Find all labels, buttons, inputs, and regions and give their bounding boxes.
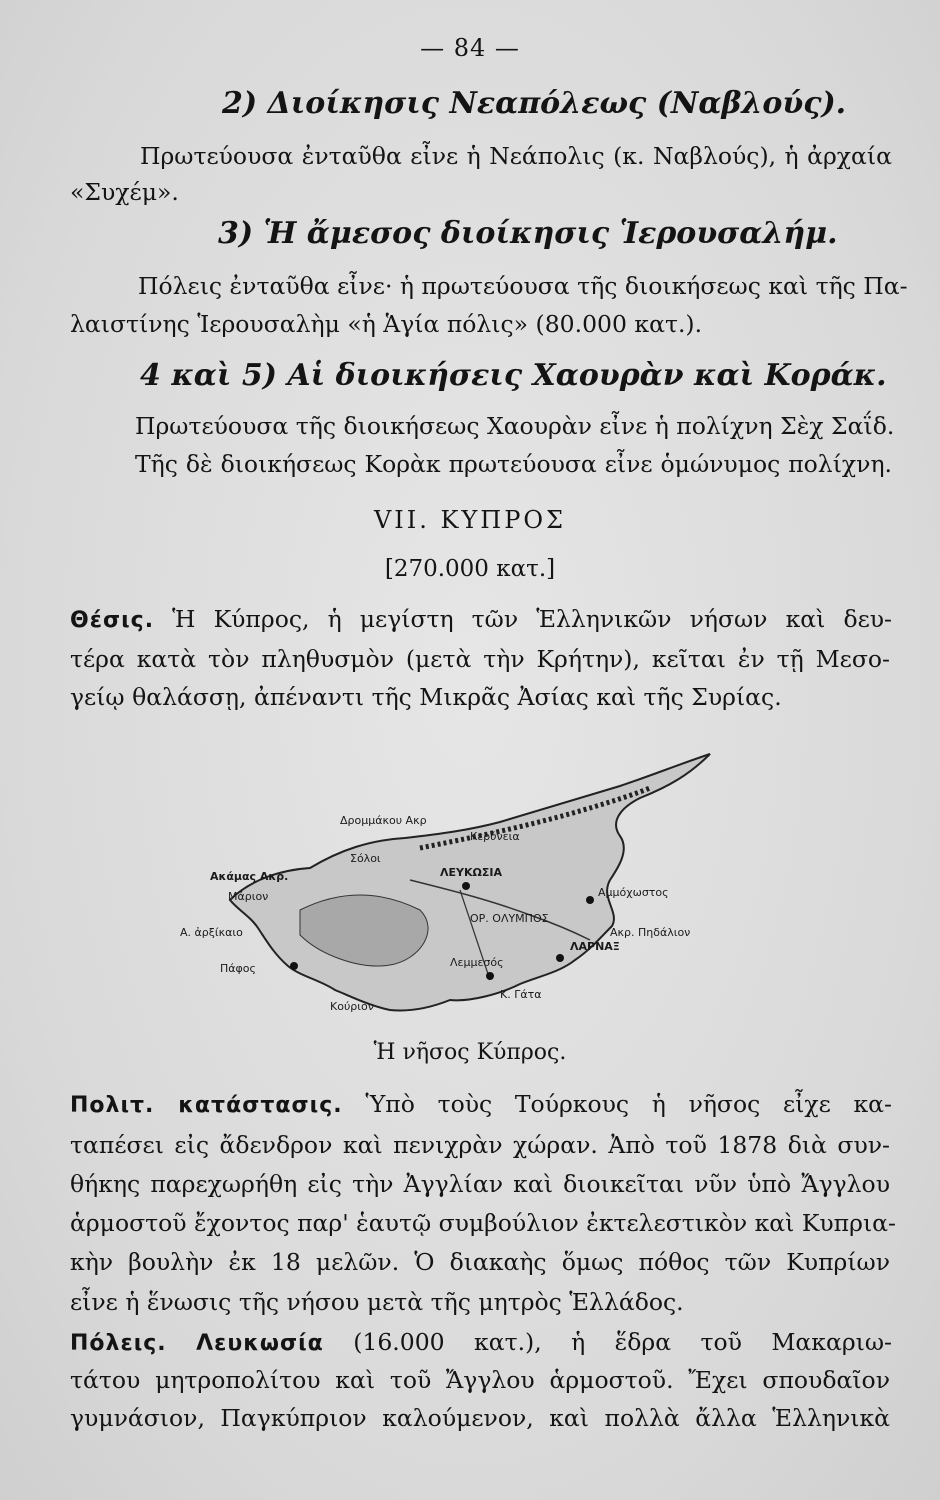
paragraph-line: τέρα κατὰ τὸν πληθυσμὸν (μετὰ τὴν Κρήτην), κεῖται ἐν τῇ Μεσο- — [70, 645, 890, 673]
map-label: Α. ἀρξίκαιο — [180, 926, 243, 939]
position-paragraph-first-line — [70, 605, 892, 633]
map-label: Ακάμας Ακρ. — [210, 870, 289, 883]
map-caption: Ἡ νῆσος Κύπρος. — [373, 1040, 567, 1065]
map-label: Ακρ. Πηδάλιον — [610, 926, 691, 939]
page-number: — 84 — — [420, 34, 520, 62]
city-dot — [486, 972, 494, 980]
chapter-title: VII. ΚΥΠΡΟΣ — [373, 506, 567, 534]
cities-paragraph-first-line — [70, 1328, 892, 1356]
paragraph-text: Ὑπὸ τοὺς Τούρκους ἡ νῆσος εἶχε κα- — [365, 1090, 892, 1118]
cyprus-map — [170, 740, 810, 1030]
map-label: ΛΕΥΚΩΣΙΑ — [440, 866, 502, 879]
paragraph-line: λαιστίνης Ἱερουσαλὴμ «ἡ Ἁγία πόλις» (80.000 κατ.). — [70, 310, 703, 338]
map-label: Λεμμεσός — [450, 956, 504, 969]
heading-jerusalem: 3) Ἡ ἄμεσος διοίκησις Ἱερουσαλήμ. — [218, 216, 838, 251]
lead-term-cities: Πόλεις. — [70, 1331, 167, 1356]
paragraph-line: τάτου μητροπολίτου καὶ τοῦ Ἄγγλου ἁρμοστοῦ. Ἔχει σπουδαῖον — [70, 1366, 890, 1394]
paragraph-line: «Συχέμ». — [70, 178, 179, 206]
city-dot — [462, 882, 470, 890]
paragraph-line: Πρωτεύουσα τῆς διοικήσεως Χαουρὰν εἶνε ἡ πολίχνη Σὲχ Σαΐδ. — [135, 412, 895, 440]
paragraph-line: Τῆς δὲ διοικήσεως Κορὰκ πρωτεύουσα εἶνε ὁμώνυμος πολίχνη. — [135, 450, 892, 478]
map-label: Αμμόχωστος — [598, 886, 669, 899]
map-label: Μάριον — [228, 890, 269, 903]
city-dot — [586, 896, 594, 904]
chapter-population: [270.000 κατ.] — [384, 556, 556, 582]
city-dot — [556, 954, 564, 962]
map-label: Κερύνεια — [470, 830, 520, 843]
paragraph-line: κὴν βουλὴν ἐκ 18 μελῶν. Ὁ διακαὴς ὅμως πόθος τῶν Κυπρίων — [70, 1248, 890, 1276]
paragraph-text: Ἡ Κύπρος, ἡ μεγίστη τῶν Ἑλληνικῶν νήσων καὶ δευ- — [172, 605, 892, 633]
paragraph-line: ταπέσει εἰς ἄδενδρον καὶ πενιχρὰν χώραν. Ἀπὸ τοῦ 1878 διὰ συν- — [70, 1131, 890, 1159]
heading-hauran-korak: 4 καὶ 5) Αἱ διοικήσεις Χαουρὰν καὶ Κοράκ. — [140, 358, 887, 393]
paragraph-line: γυμνάσιον, Παγκύπριον καλούμενον, καὶ πολλὰ ἄλλα Ἑλληνικὰ — [70, 1404, 890, 1432]
heading-nablus: 2) Διοίκησις Νεαπόλεως (Ναβλούς). — [222, 86, 847, 121]
map-label: Κούριον — [330, 1000, 374, 1013]
paragraph-line: εἶνε ἡ ἕνωσις τῆς νήσου μετὰ τῆς μητρὸς Ἑλλάδος. — [70, 1288, 684, 1316]
map-label: Δρομμάκου Ακρ — [340, 814, 427, 827]
map-label: Πάφος — [220, 962, 256, 975]
city-name-nicosia: Λευκωσία — [196, 1331, 324, 1356]
paragraph-line: θήκης παρεχωρήθη εἰς τὴν Ἀγγλίαν καὶ διοικεῖται νῦν ὑπὸ Ἄγγλου — [70, 1170, 890, 1198]
map-label: ΟΡ. ΟΛΥΜΠΟΣ — [470, 912, 549, 925]
island-outline — [230, 754, 710, 1011]
paragraph-line: Πρωτεύουσα ἐνταῦθα εἶνε ἡ Νεάπολις (κ. Ναβλούς), ἡ ἀρχαία — [140, 142, 892, 170]
politics-paragraph-first-line — [70, 1090, 892, 1118]
paragraph-line: ἁρμοστοῦ ἔχοντος παρ' ἑαυτῷ συμβούλιον ἐκτελεστικὸν καὶ Κυπρια- — [70, 1209, 896, 1237]
paragraph-text: (16.000 κατ.), ἡ ἕδρα τοῦ Μακαριω- — [353, 1328, 892, 1356]
paragraph-line: Πόλεις ἐνταῦθα εἶνε· ἡ πρωτεύουσα τῆς διοικήσεως καὶ τῆς Πα- — [138, 272, 908, 300]
map-label: Σόλοι — [350, 852, 381, 865]
lead-term-politics: Πολιτ. κατάστασις. — [70, 1093, 343, 1118]
lead-term-position: Θέσις. — [70, 608, 155, 633]
city-dot — [290, 962, 298, 970]
paragraph-line: γείῳ θαλάσσῃ, ἀπέναντι τῆς Μικρᾶς Ἀσίας καὶ τῆς Συρίας. — [70, 683, 782, 711]
map-label: Κ. Γάτα — [500, 988, 542, 1001]
map-label: ΛΑΡΝΑΞ — [570, 940, 620, 953]
